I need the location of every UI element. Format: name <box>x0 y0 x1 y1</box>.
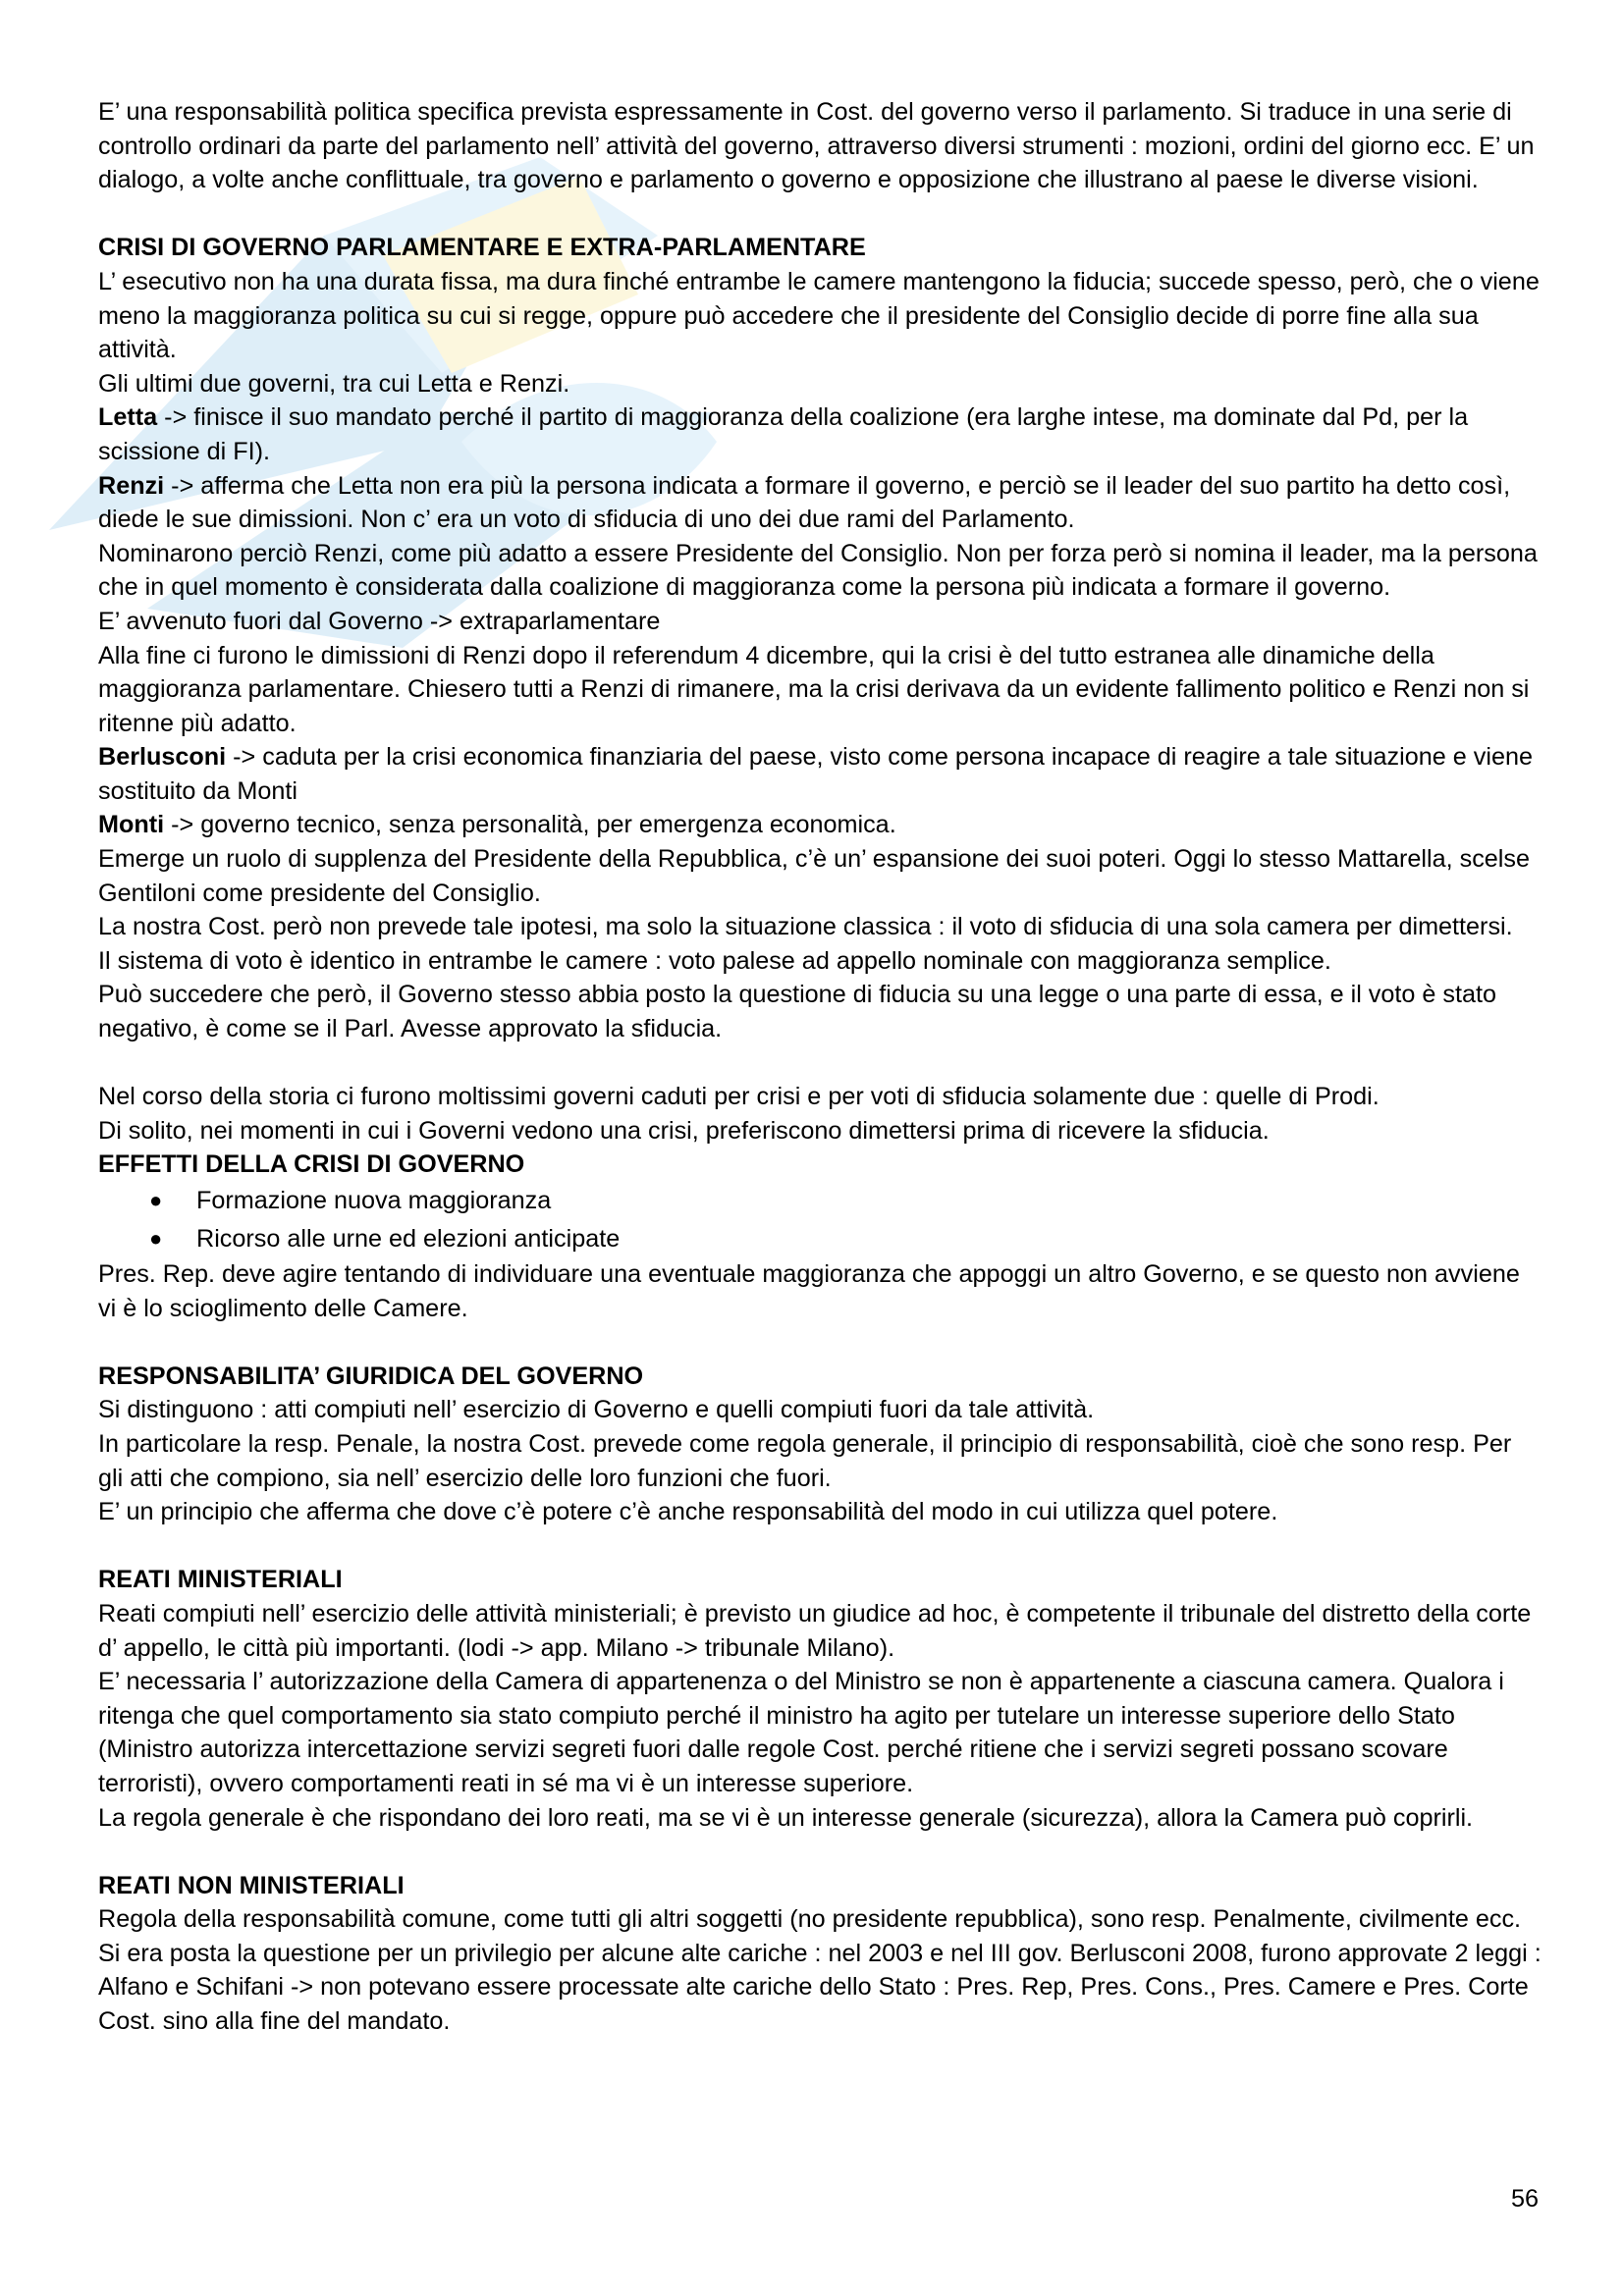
spacer <box>98 1046 1542 1081</box>
renzi-label: Renzi <box>98 471 165 500</box>
reati-min-paragraph-3: La regola generale è che rispondano dei loro reati, ma se vi è un interesse generale (sicurezza), allora la Camera può coprirli. <box>98 1803 1474 1832</box>
spacer <box>98 197 1542 232</box>
crisi-paragraph-5: Alla fine ci furono le dimissioni di Renzi dopo il referendum 4 dicembre, qui la crisi è del tutto estranea alle dinamiche della maggioranza parlamentare. Chiesero tutti a Renzi di rimanere, ma la crisi derivava da un evidente fallimento politico e Renzi non si ritenne più adatto. <box>98 641 1530 737</box>
heading-crisi-di-governo: CRISI DI GOVERNO PARLAMENTARE E EXTRA-PARLAMENTARE <box>98 234 866 262</box>
berlusconi-label: Berlusconi <box>98 743 227 772</box>
storia-paragraph-1: Nel corso della storia ci furono moltissimi governi caduti per crisi e per voti di sfiducia solamente due : quelle di Prodi. <box>98 1083 1380 1111</box>
effetti-paragraph-1: Pres. Rep. deve agire tentando di individuare una eventuale maggioranza che appoggi un altro Governo, e se questo non avviene vi è lo scioglimento delle Camere. <box>98 1260 1520 1322</box>
renzi-text: -> afferma che Letta non era più la persona indicata a formare il governo, e perciò se il leader del suo partito ha detto così, diede le sue dimissioni. Non c’ era un voto di sfiducia di uno dei due rami del Parlamento. <box>98 471 1511 534</box>
reati-non-paragraph-1: Regola della responsabilità comune, come tutti gli altri soggetti (no presidente repubblica), sono resp. Penalmente, civilmente ecc. <box>98 1905 1522 1934</box>
reati-non-paragraph-2: Si era posta la questione per un privilegio per alcune alte cariche : nel 2003 e nel III gov. Berlusconi 2008, furono approvate 2 leggi : Alfano e Schifani -> non potevano essere processate alte cariche dello Stato : Pres. Rep, Pres. Cons., Pres. Camere e Pres. Corte Cost. sino alla fine del mandato. <box>98 1939 1542 2036</box>
resp-paragraph-3: E’ un principio che afferma che dove c’è potere c’è anche responsabilità del modo in cui utilizza quel potere. <box>98 1498 1278 1526</box>
page-number: 56 <box>1510 2185 1539 2213</box>
bullet-icon: ● <box>149 1225 163 1251</box>
effetti-list <box>98 1182 1542 1257</box>
crisi-paragraph-6: Emerge un ruolo di supplenza del Presidente della Repubblica, c’è un’ espansione dei suoi poteri. Oggi lo stesso Mattarella, scelse Gentiloni come presidente del Consiglio. <box>98 845 1530 907</box>
list-item-text: Formazione nuova maggioranza <box>196 1187 552 1214</box>
monti-label: Monti <box>98 811 165 839</box>
crisi-paragraph-4: E’ avvenuto fuori dal Governo -> extraparlamentare <box>98 607 661 635</box>
bullet-icon: ● <box>149 1188 163 1212</box>
spacer <box>98 1325 1542 1360</box>
monti-paragraph <box>98 808 1542 842</box>
heading-responsabilita-giuridica: RESPONSABILITA’ GIURIDICA DEL GOVERNO <box>98 1362 644 1390</box>
crisi-paragraph-8: Il sistema di voto è identico in entrambe le camere : voto palese ad appello nominale con maggioranza semplice. <box>98 946 1331 975</box>
crisi-paragraph-1: L’ esecutivo non ha una durata fissa, ma dura finché entrambe le camere mantengono la fiducia; succede spesso, però, che o viene meno la maggioranza politica su cui si regge, oppure può accedere che il presidente del Consiglio decide di porre fine alla sua attività. <box>98 267 1540 364</box>
letta-text: -> finisce il suo mandato perché il partito di maggioranza della coalizione (era larghe intese, ma dominate dal Pd, per la scissione di FI). <box>98 403 1469 465</box>
letta-label: Letta <box>98 403 158 432</box>
berlusconi-paragraph <box>98 740 1542 808</box>
letta-paragraph <box>98 400 1542 468</box>
crisi-paragraph-9: Può succedere che però, il Governo stesso abbia posto la questione di fiducia su una legge o una parte di essa, e il voto è stato negativo, è come se il Parl. Avesse approvato la sfiducia. <box>98 981 1497 1043</box>
intro-paragraph: E’ una responsabilità politica specifica prevista espressamente in Cost. del governo verso il parlamento. Si traduce in una serie di controllo ordinari da parte del parlamento nell’ attività del governo, attraverso diversi strumenti : mozioni, ordini del giorno ecc. E’ un dialogo, a volte anche conflittuale, tra governo e parlamento o governo e opposizione che illustrano al paese le diverse visioni. <box>98 98 1535 194</box>
storia-paragraph-2: Di solito, nei momenti in cui i Governi vedono una crisi, preferiscono dimettersi prima di ricevere la sfiducia. <box>98 1116 1270 1145</box>
berlusconi-text: -> caduta per la crisi economica finanziaria del paese, visto come persona incapace di reagire a tale situazione e viene sostituito da Monti <box>98 743 1533 805</box>
crisi-paragraph-3: Nominarono perciò Renzi, come più adatto a essere Presidente del Consiglio. Non per forza però si nomina il leader, ma la persona che in quel momento è considerata dalla coalizione di maggioranza come la persona più indicata a formare il governo. <box>98 539 1538 602</box>
document-body <box>98 95 1542 2039</box>
crisi-paragraph-2: Gli ultimi due governi, tra cui Letta e Renzi. <box>98 369 570 398</box>
monti-text: -> governo tecnico, senza personalità, per emergenza economica. <box>164 811 896 839</box>
resp-paragraph-1: Si distinguono : atti compiuti nell’ esercizio di Governo e quelli compiuti fuori da tale attività. <box>98 1396 1095 1424</box>
reati-min-paragraph-1: Reati compiuti nell’ esercizio delle attività ministeriali; è previsto un giudice ad hoc, è competente il tribunale del distretto della corte d’ appello, le città più importanti. (lodi -> app. Milano -> tribunale Milano). <box>98 1599 1532 1662</box>
heading-effetti-crisi: EFFETTI DELLA CRISI DI GOVERNO <box>98 1150 525 1179</box>
list-item <box>149 1182 1542 1220</box>
heading-reati-non-ministeriali: REATI NON MINISTERIALI <box>98 1871 405 1899</box>
crisi-paragraph-7: La nostra Cost. però non prevede tale ipotesi, ma solo la situazione classica : il voto di sfiducia di una sola camera per dimettersi. <box>98 913 1513 941</box>
spacer <box>98 1835 1542 1869</box>
list-item-text: Ricorso alle urne ed elezioni anticipate <box>196 1224 621 1253</box>
spacer <box>98 1529 1542 1564</box>
list-item <box>149 1220 1542 1258</box>
resp-paragraph-2: In particolare la resp. Penale, la nostra Cost. prevede come regola generale, il principio di responsabilità, cioè che sono resp. Per gli atti che compiono, sia nell’ esercizio delle loro funzioni che fuori. <box>98 1429 1512 1492</box>
renzi-paragraph <box>98 469 1542 537</box>
reati-min-paragraph-2: E’ necessaria l’ autorizzazione della Camera di appartenenza o del Ministro se non è appartenente a ciascuna camera. Qualora i ritenga che quel comportamento sia stato compiuto perché il ministro ha agito per tutelare un interesse superiore dello Stato (Ministro autorizza intercettazione servizi segreti fuori dalle regole Cost. perché ritiene che i servizi segreti possano scovare terroristi), ovvero comportamenti reati in sé ma vi è un interesse superiore. <box>98 1668 1504 1797</box>
heading-reati-ministeriali: REATI MINISTERIALI <box>98 1566 343 1594</box>
